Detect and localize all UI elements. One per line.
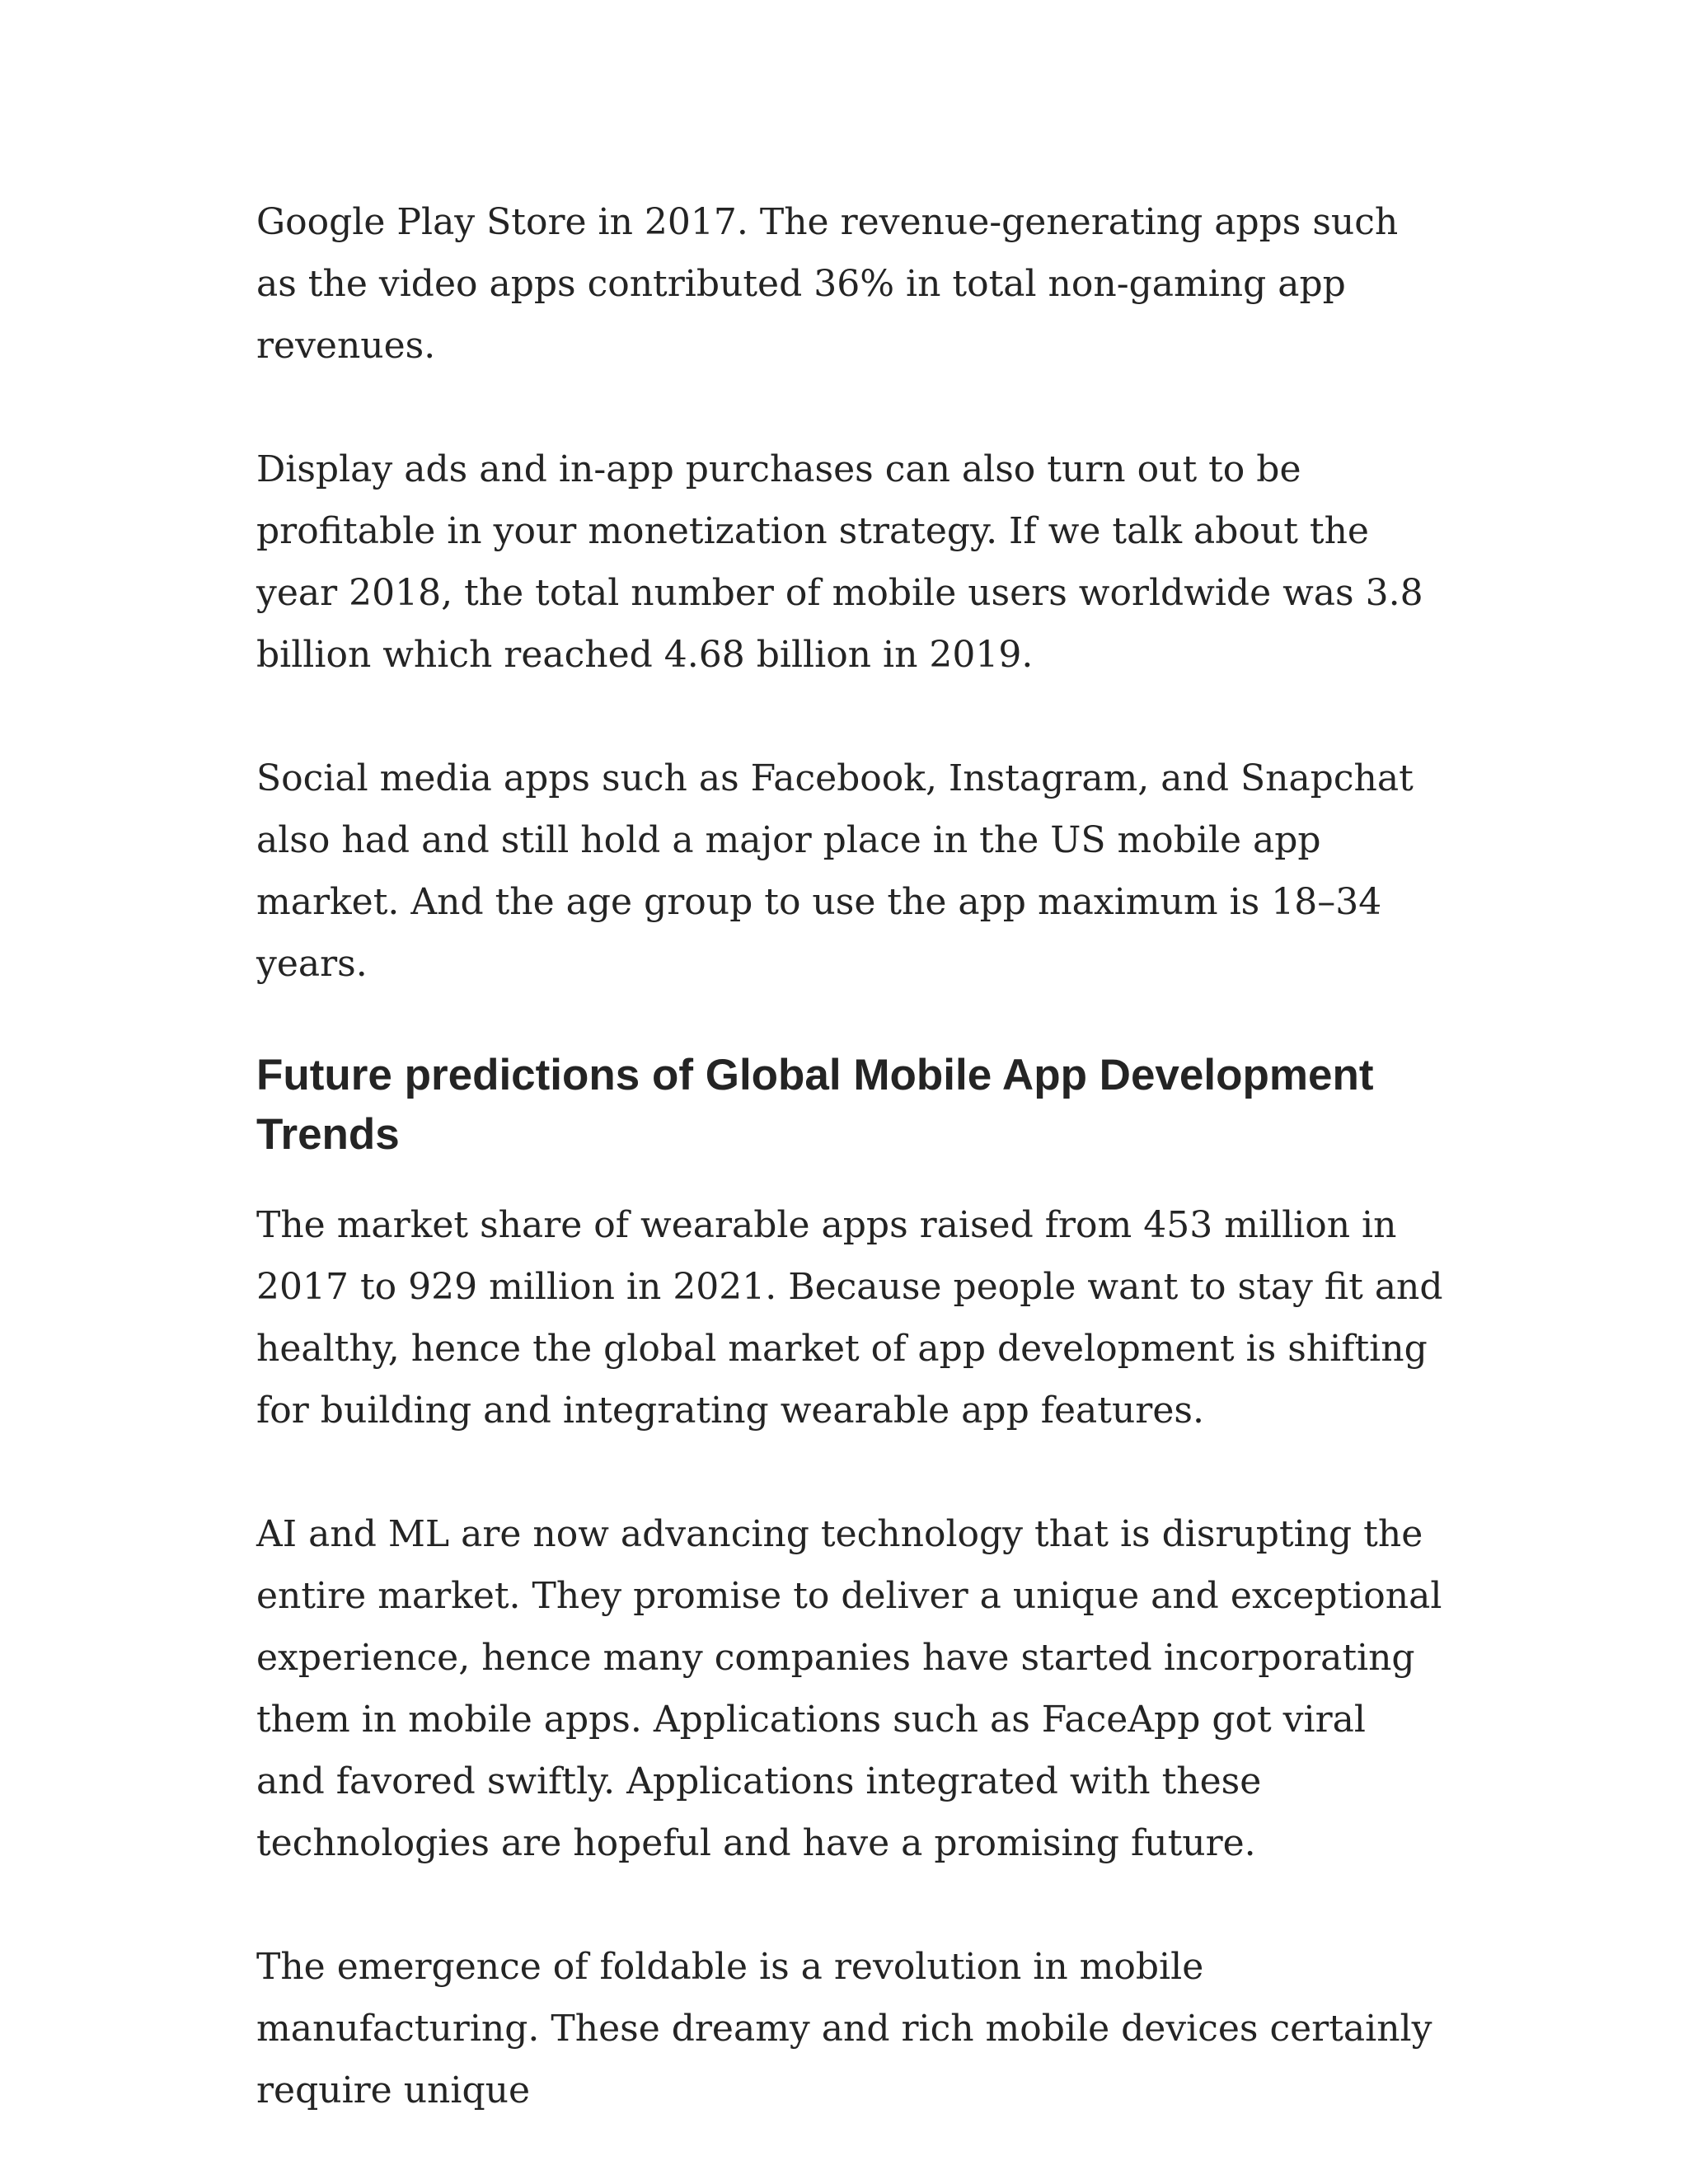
- paragraph-play-store-revenue: Google Play Store in 2017. The revenue-generating apps such as the video apps contributed 36% in total non-gaming app revenues.: [256, 201, 1399, 367]
- paragraph-foldable: The emergence of foldable is a revolution in mobile manufacturing. These dreamy and rich mobile devices certainly require unique: [256, 1946, 1432, 2111]
- paragraph-ai-ml: AI and ML are now advancing technology that is disrupting the entire market. They promise to deliver a unique and exceptional experience, hence many companies have started incorporating them in mobile apps. Applications such as FaceApp got viral and favored swiftly. Applications integrated with these technologies are hopeful and have a promising future.: [256, 1513, 1442, 1864]
- paragraph-social-media: Social media apps such as Facebook, Instagram, and Snapchat also had and still hold a major place in the US mobile app market. And the age group to use the app maximum is 18–34 years.: [256, 757, 1414, 985]
- section-heading: Future predictions of Global Mobile App Development Trends: [256, 1051, 1374, 1159]
- paragraph-wearable-apps: The market share of wearable apps raised from 453 million in 2017 to 929 million in 2021. Because people want to stay fit and healthy, hence the global market of app development is shifting for building and integrating wearable app features.: [256, 1204, 1443, 1432]
- article-body: [256, 191, 1443, 2121]
- paragraph-display-ads: Display ads and in-app purchases can also turn out to be profitable in your monetization strategy. If we talk about the year 2018, the total number of mobile users worldwide was 3.8 billion which reached 4.68 billion in 2019.: [256, 448, 1423, 676]
